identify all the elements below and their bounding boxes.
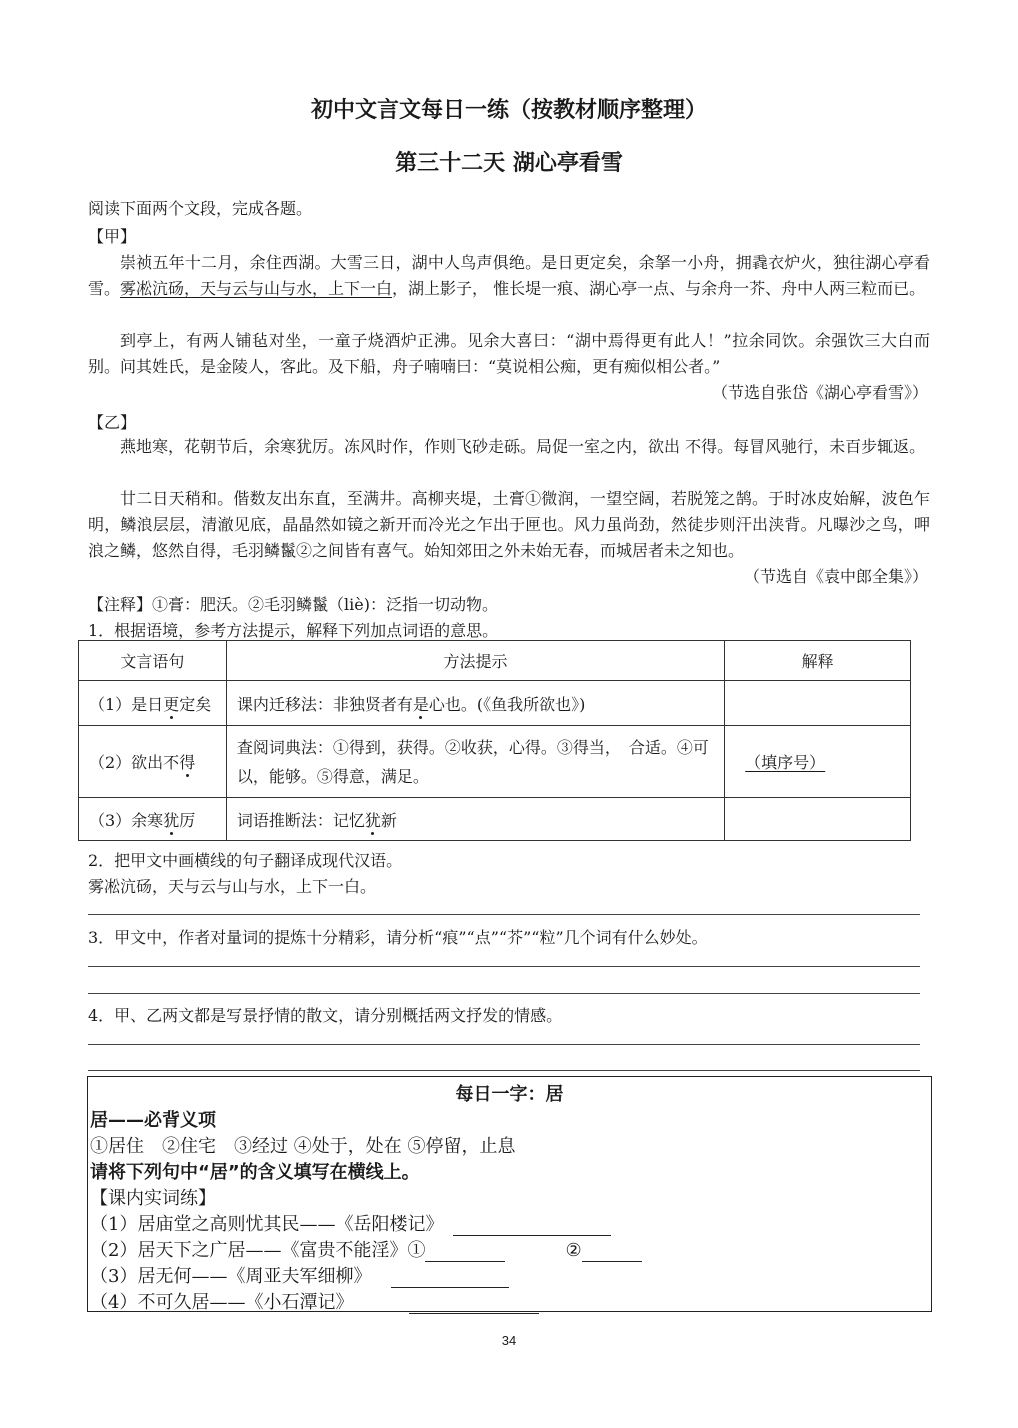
answer-cell[interactable] [725,798,911,841]
method-cell [226,681,724,726]
sentence-cell [79,798,227,841]
table-row [79,681,911,726]
answer-cell[interactable] [725,726,911,798]
annotations: 【注释】①膏：肥沃。②毛羽鳞鬣（liè)：泛指一切动物。 [88,595,498,614]
method-text: 新 [380,810,397,830]
question-2-prompt: 2．把甲文中画横线的句子翻译成现代汉语。 [88,851,403,870]
daily-character-heading: 每日一字：居 [455,1084,564,1105]
dotted-word: 犹 [364,810,381,830]
header-method: 方法提示 [226,641,724,681]
passage-b-paragraph-1: 燕地寒，花朝节后，余寒犹厉。冻风时作，作则飞砂走砾。局促一室之内，欲出 不得。每冒风驰行，未百步辄返。 [120,437,926,456]
answer-line[interactable] [88,914,920,915]
daily-character-box [87,1076,932,1312]
passage-b-paragraph-2: 廿二日天稍和。偕数友出东直，至满井。高柳夹堤，土膏①微润，一望空阔，若脱笼之鹄。于时冰皮始解，波色乍明，鳞浪层层，清澈见底，晶晶然如镜之新开而冷光之乍出于匣也。风力虽尚劲，然徒步则汗出浃背。凡曝沙之鸟，呷浪之鳞，悠然自得，毛羽鳞鬣②之间皆有喜气。始知郊田之外未始无春，而城居者未之知也。 [88,489,930,560]
instruction-text: 请将下列句中“居”的含义填写在横线上。 [90,1162,420,1183]
sentence-text: 定矣 [179,694,212,714]
meanings-heading: 居——必背义项 [90,1110,216,1131]
intro-text: 阅读下面两个文段，完成各题。 [88,199,313,218]
dotted-word: 更 [163,694,180,714]
underlined-sentence: 雾凇沆砀，天与云与山与水，上下一白 [120,279,393,298]
method-cell [226,798,724,841]
answer-cell[interactable] [725,681,911,726]
question-1-prompt: 1．根据语境，参考方法提示，解释下列加点词语的意思。 [88,621,499,640]
passage-a-label: 【甲】 [88,227,137,246]
document-title: 初中文言文每日一练（按教材顺序整理） [310,98,707,123]
exercise-text: （1）居庙堂之高则忧其民——《岳阳楼记》 [90,1214,444,1235]
exercise-item [90,1288,539,1314]
fill-blank[interactable] [453,1217,611,1236]
sentence-cell [79,681,227,726]
exercise-item [90,1262,509,1288]
exercise-item [90,1236,642,1262]
passage-a-p1-start: 崇祯五年十二月，余住西湖。大雪三日，湖中人鸟声俱绝。是日更定矣，余拏一小舟，拥毳衣炉火，独往湖心亭看雪。 [88,253,930,298]
question-4-prompt: 4．甲、乙两文都是写景抒情的散文，请分别概括两文抒发的情感。 [88,1006,563,1025]
passage-b-label: 【乙】 [88,413,137,432]
dotted-word: 是 [412,694,429,714]
sentence-text: （3）余寒 [89,810,164,830]
passage-a-paragraph-2: 到亭上，有两人铺毡对坐，一童子烧酒炉正沸。见余大喜曰：“湖中焉得更有此人！”拉余同饮。余强饮三大白而别。问其姓氏，是金陵人，客此。及下船，舟子喃喃曰：“莫说相公痴，更有痴似相公者。” [88,331,930,376]
passage-a-source: （节选自张岱《湖心亭看雪》） [711,383,928,402]
method-text: 词语推断法：记忆 [236,810,365,830]
method-text: 课内迁移法：非独贤者有 [236,694,413,714]
fill-blank[interactable] [391,1269,509,1288]
exercise-text: ② [565,1240,582,1261]
fill-blank[interactable] [582,1243,642,1262]
method-cell: 查阅词典法：①得到，获得。②收获，心得。③得当， 合适。④可以，能够。⑤得意，满足。 [226,726,724,798]
dotted-word: 得 [179,753,196,772]
answer-line[interactable] [88,966,920,967]
page-number: 34 [501,1333,517,1348]
question-1-table [78,640,911,841]
table-row [79,798,911,841]
fill-blank[interactable] [425,1243,505,1262]
sentence-text: （2）欲出不 [89,753,180,772]
sentence-text: 厉 [179,810,196,830]
meanings-list: ①居住 ②住宅 ③经过 ④处于，处在 ⑤停留，止息 [90,1136,516,1157]
exercise-text: （4）不可久居——《小石潭记》 [90,1292,354,1313]
header-explanation: 解释 [725,641,911,681]
passage-a-p1-end: ，湖上影子， 惟长堤一痕、湖心亭一点、与余舟一芥、舟中人两三粒而已。 [392,279,926,298]
exercise-text: （2）居天下之广居——《富贵不能淫》① [90,1240,426,1261]
dotted-word: 犹 [163,810,180,830]
sentence-cell [79,726,227,798]
sentence-text: （1）是日 [89,694,164,714]
question-3-prompt: 3．甲文中，作者对量词的提炼十分精彩，请分析“痕”“点”“芥”“粒”几个词有什么妙处。 [88,928,708,947]
lesson-title: 第三十二天 湖心亭看雪 [395,151,623,176]
exercise-section-label: 【课内实词练】 [90,1188,216,1209]
answer-line[interactable] [88,993,920,994]
table-header-row [79,641,911,681]
fill-hint: （填序号） [745,753,826,772]
exercise-item [90,1210,611,1236]
answer-line[interactable] [88,1070,920,1071]
header-sentence: 文言语句 [79,641,227,681]
method-text: 心也。(《鱼我所欲也》) [428,694,586,714]
passage-a-paragraph-1 [88,250,930,302]
table-row [79,726,911,798]
fill-blank[interactable] [409,1295,539,1314]
answer-line[interactable] [88,1044,920,1045]
exercise-text: （3）居无何——《周亚夫军细柳》 [90,1266,372,1287]
question-2-sentence: 雾凇沆砀，天与云与山与水，上下一白。 [88,877,377,896]
passage-b-source: （节选自《袁中郎全集》） [743,567,928,586]
